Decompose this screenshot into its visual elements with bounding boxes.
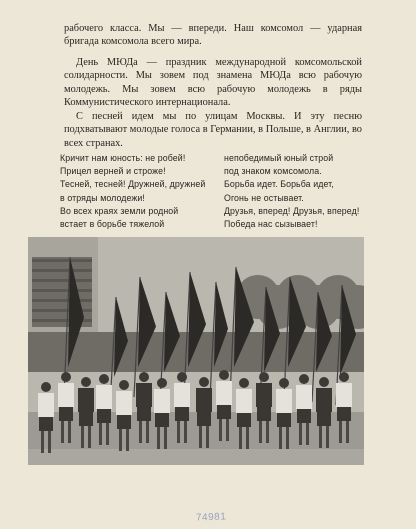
photo-person-leg xyxy=(106,423,109,445)
verse-line: в отряды молодежи! xyxy=(60,192,145,203)
photo-person-leg xyxy=(339,421,342,443)
photo-person-leg xyxy=(48,431,51,453)
photo-person-shirt xyxy=(136,383,152,407)
library-stamp: 74981 xyxy=(195,511,227,524)
photo-person-skirt xyxy=(337,407,351,421)
photo-person-leg xyxy=(146,421,149,443)
photo-person-skirt xyxy=(197,412,211,426)
photo-person-skirt xyxy=(137,407,151,421)
photo-person-leg xyxy=(126,429,129,451)
photo-stand-row xyxy=(32,259,92,262)
photo-stand-row xyxy=(32,309,92,312)
photo-person-head xyxy=(339,372,349,382)
photo-person-shirt xyxy=(116,391,132,415)
photo-person-leg xyxy=(246,427,249,449)
paragraph-1: рабочего класса. Мы — впереди. Наш комсомол — ударная бригада комсомола всего мира. xyxy=(64,23,362,48)
photo-person-head xyxy=(177,372,187,382)
photo-person-head xyxy=(139,372,149,382)
photo-person-skirt xyxy=(237,413,251,427)
photo-person-skirt xyxy=(317,412,331,426)
photo-stand-row xyxy=(32,299,92,302)
photo-person-head xyxy=(239,378,249,388)
photo-person-leg xyxy=(88,426,91,448)
photo-person-leg xyxy=(326,426,329,448)
paragraph-3: С песней идем мы по улицам Москвы. И эту песню подхватывают молодые голоса в Германии, в Польше, в Англии, во всех странах. xyxy=(64,111,362,149)
photo-person-leg xyxy=(299,423,302,445)
photo-road xyxy=(28,449,364,465)
photo-person-skirt xyxy=(97,409,111,423)
photo-person-shirt xyxy=(154,389,170,413)
photo-person-leg xyxy=(259,421,262,443)
photo-person-shirt xyxy=(196,388,212,412)
photo-person-leg xyxy=(239,427,242,449)
verse-line: Прицел верней и строже! xyxy=(60,166,166,177)
photo-person-leg xyxy=(279,427,282,449)
verse-line: встает в борьбе тяжелой xyxy=(60,219,165,230)
photo-person-leg xyxy=(164,427,167,449)
photo-person-skirt xyxy=(257,407,271,421)
photo-person-leg xyxy=(68,421,71,443)
verse-line: Борьба идет. Борьба идет, xyxy=(224,179,334,190)
photo-person-head xyxy=(219,370,229,380)
photo-stand-row xyxy=(32,279,92,282)
photo-person-leg xyxy=(177,421,180,443)
verse-line: Тесней, тесней! Дружней, дружней xyxy=(60,179,206,190)
photo-person-shirt xyxy=(316,388,332,412)
photo-person-head xyxy=(279,378,289,388)
photo-person-head xyxy=(81,377,91,387)
photo-person-leg xyxy=(306,423,309,445)
photo-person-shirt xyxy=(276,389,292,413)
photo-person-leg xyxy=(119,429,122,451)
photo-person-leg xyxy=(157,427,160,449)
photo-person-head xyxy=(259,372,269,382)
photo-person-skirt xyxy=(297,409,311,423)
photo-person-shirt xyxy=(236,389,252,413)
photo-person-head xyxy=(319,377,329,387)
photo-person-leg xyxy=(61,421,64,443)
parade-photo xyxy=(28,237,364,465)
photo-person-head xyxy=(199,377,209,387)
photo-person-skirt xyxy=(155,413,169,427)
photo-person-shirt xyxy=(216,381,232,405)
verse-left-column xyxy=(60,152,210,231)
photo-person-shirt xyxy=(58,383,74,407)
photo-person-shirt xyxy=(296,385,312,409)
photo-person-leg xyxy=(184,421,187,443)
photo-person-head xyxy=(61,372,71,382)
photo-person-leg xyxy=(139,421,142,443)
photo-person-skirt xyxy=(277,413,291,427)
verse-line: Огонь не остывает. xyxy=(224,192,304,203)
photo-person-shirt xyxy=(256,383,272,407)
photo-person-skirt xyxy=(175,407,189,421)
photo-person-leg xyxy=(346,421,349,443)
photo-person-leg xyxy=(319,426,322,448)
verse-right-column xyxy=(218,152,374,231)
song-verse xyxy=(60,152,374,231)
photo-person-head xyxy=(41,382,51,392)
photo-person-head xyxy=(99,374,109,384)
photo-person-leg xyxy=(206,426,209,448)
photo-person-leg xyxy=(226,419,229,441)
photo-person-shirt xyxy=(174,383,190,407)
verse-line: Победа нас сызывает! xyxy=(224,219,318,230)
verse-line: непобедимый юный строй xyxy=(224,153,334,163)
photo-person-leg xyxy=(199,426,202,448)
photo-person-skirt xyxy=(117,415,131,429)
photo-person-shirt xyxy=(96,385,112,409)
photo-person-shirt xyxy=(38,393,54,417)
verse-line: Друзья, вперед! Друзья, вперед! xyxy=(224,205,360,216)
photo-person-leg xyxy=(286,427,289,449)
photo-person-head xyxy=(299,374,309,384)
photo-person-skirt xyxy=(39,417,53,431)
verse-line: Кричит нам юность: не робей! xyxy=(60,153,186,163)
photo-person-leg xyxy=(266,421,269,443)
photo-person-skirt xyxy=(79,412,93,426)
photo-person-head xyxy=(119,380,129,390)
paragraph-2: День МЮДа — праздник международной комсомольской солидарности. Мы зовем под знамена МЮДа всю рабочую молодежь. Мы зовем всю рабочую молодежь в ряды Коммунистического интернационала. xyxy=(64,57,362,108)
photo-person-leg xyxy=(219,419,222,441)
photo-person-head xyxy=(157,378,167,388)
photo-person-skirt xyxy=(59,407,73,421)
parade-photo-image xyxy=(28,237,364,465)
photo-stand-row xyxy=(32,269,92,272)
verse-line: под знаком комсомола. xyxy=(224,166,322,177)
verse-line: Во всех краях земли родной xyxy=(60,205,179,216)
photo-person-leg xyxy=(41,431,44,453)
photo-stand-row xyxy=(32,289,92,292)
photo-person-shirt xyxy=(78,388,94,412)
photo-person-leg xyxy=(99,423,102,445)
photo-person-skirt xyxy=(217,405,231,419)
photo-person-shirt xyxy=(336,383,352,407)
photo-person-leg xyxy=(81,426,84,448)
